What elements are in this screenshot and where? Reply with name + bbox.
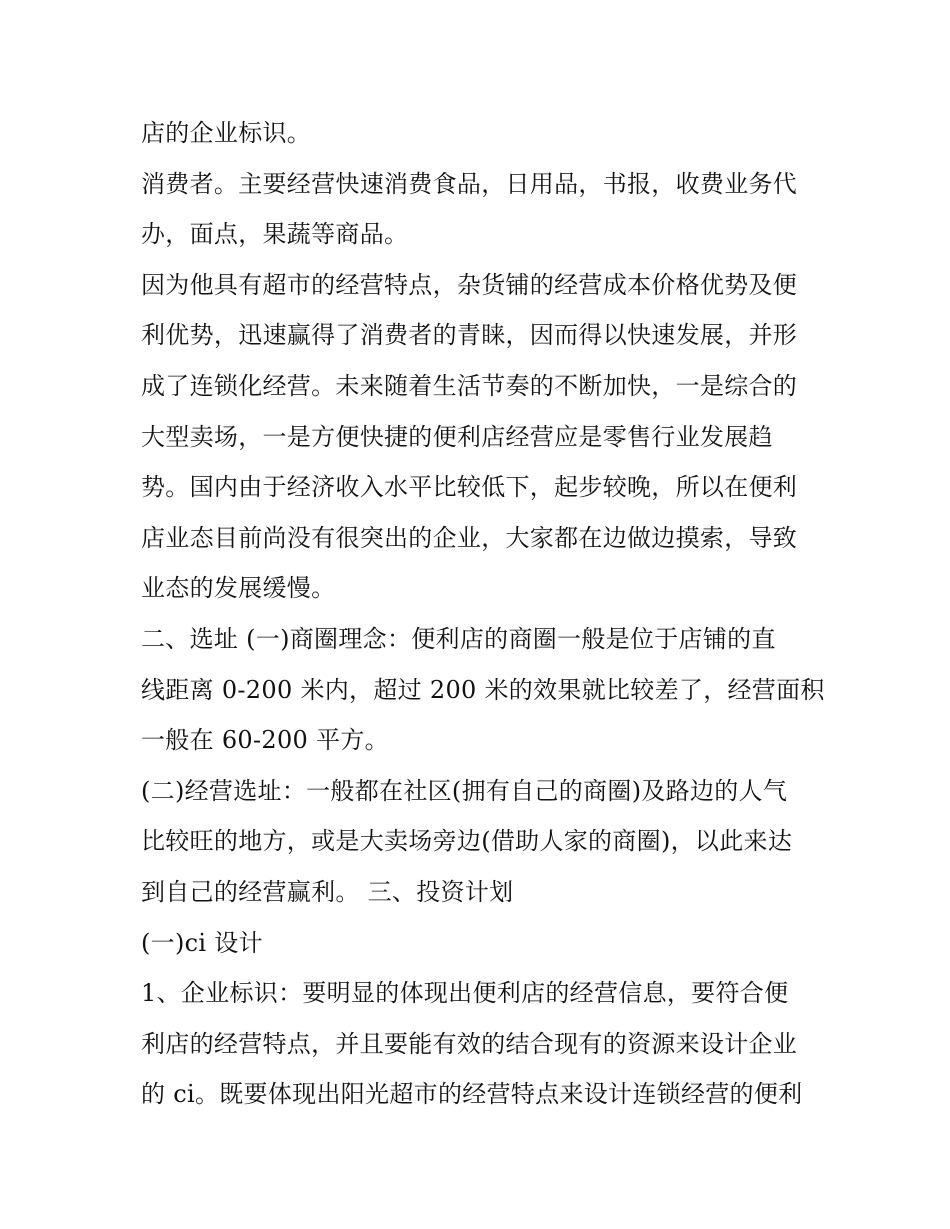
text-line: 一般在 60-200 平方。 <box>141 726 389 755</box>
text-line: 到自己的经营赢利。 三、投资计划 <box>141 877 514 906</box>
text-line: 的 ci。既要体现出阳光超市的经营特点来设计连锁经营的便利 <box>141 1080 803 1109</box>
text-line: (一)ci 设计 <box>141 928 263 957</box>
text-line: 消费者。主要经营快速消费食品，日用品，书报，收费业务代 <box>141 169 798 198</box>
text-line: 业态的发展缓慢。 <box>141 574 336 603</box>
text-line: 线距离 0-200 米内，超过 200 米的效果就比较差了，经营面积 <box>141 675 825 704</box>
text-line: 势。国内由于经济收入水平比较低下，起步较晚，所以在便利 <box>141 473 798 502</box>
text-line: 1、企业标识：要明显的体现出便利店的经营信息，要符合便 <box>141 979 789 1008</box>
text-line: 因为他具有超市的经营特点，杂货铺的经营成本价格优势及便 <box>141 270 798 299</box>
text-line: 比较旺的地方，或是大卖场旁边(借助人家的商圈)，以此来达 <box>141 827 793 856</box>
text-line: 利优势，迅速赢得了消费者的青睐，因而得以快速发展，并形 <box>141 321 798 350</box>
document-body <box>141 108 825 1120</box>
text-line: 成了连锁化经营。未来随着生活节奏的不断加快，一是综合的 <box>141 371 798 400</box>
text-line: 利店的经营特点，并且要能有效的结合现有的资源来设计企业 <box>141 1029 798 1058</box>
text-line: 大型卖场，一是方便快捷的便利店经营应是零售行业发展趋 <box>141 422 773 451</box>
text-line: 店业态目前尚没有很突出的企业，大家都在边做边摸索，导致 <box>141 523 798 552</box>
text-line: 店的企业标识。 <box>141 119 312 147</box>
text-line: 二、选址 (一)商圈理念：便利店的商圈一般是位于店铺的直 <box>141 624 776 653</box>
text-line: 办，面点，果蔬等商品。 <box>141 220 409 249</box>
text-line: (二)经营选址：一般都在社区(拥有自己的商圈)及路边的人气 <box>141 776 788 805</box>
